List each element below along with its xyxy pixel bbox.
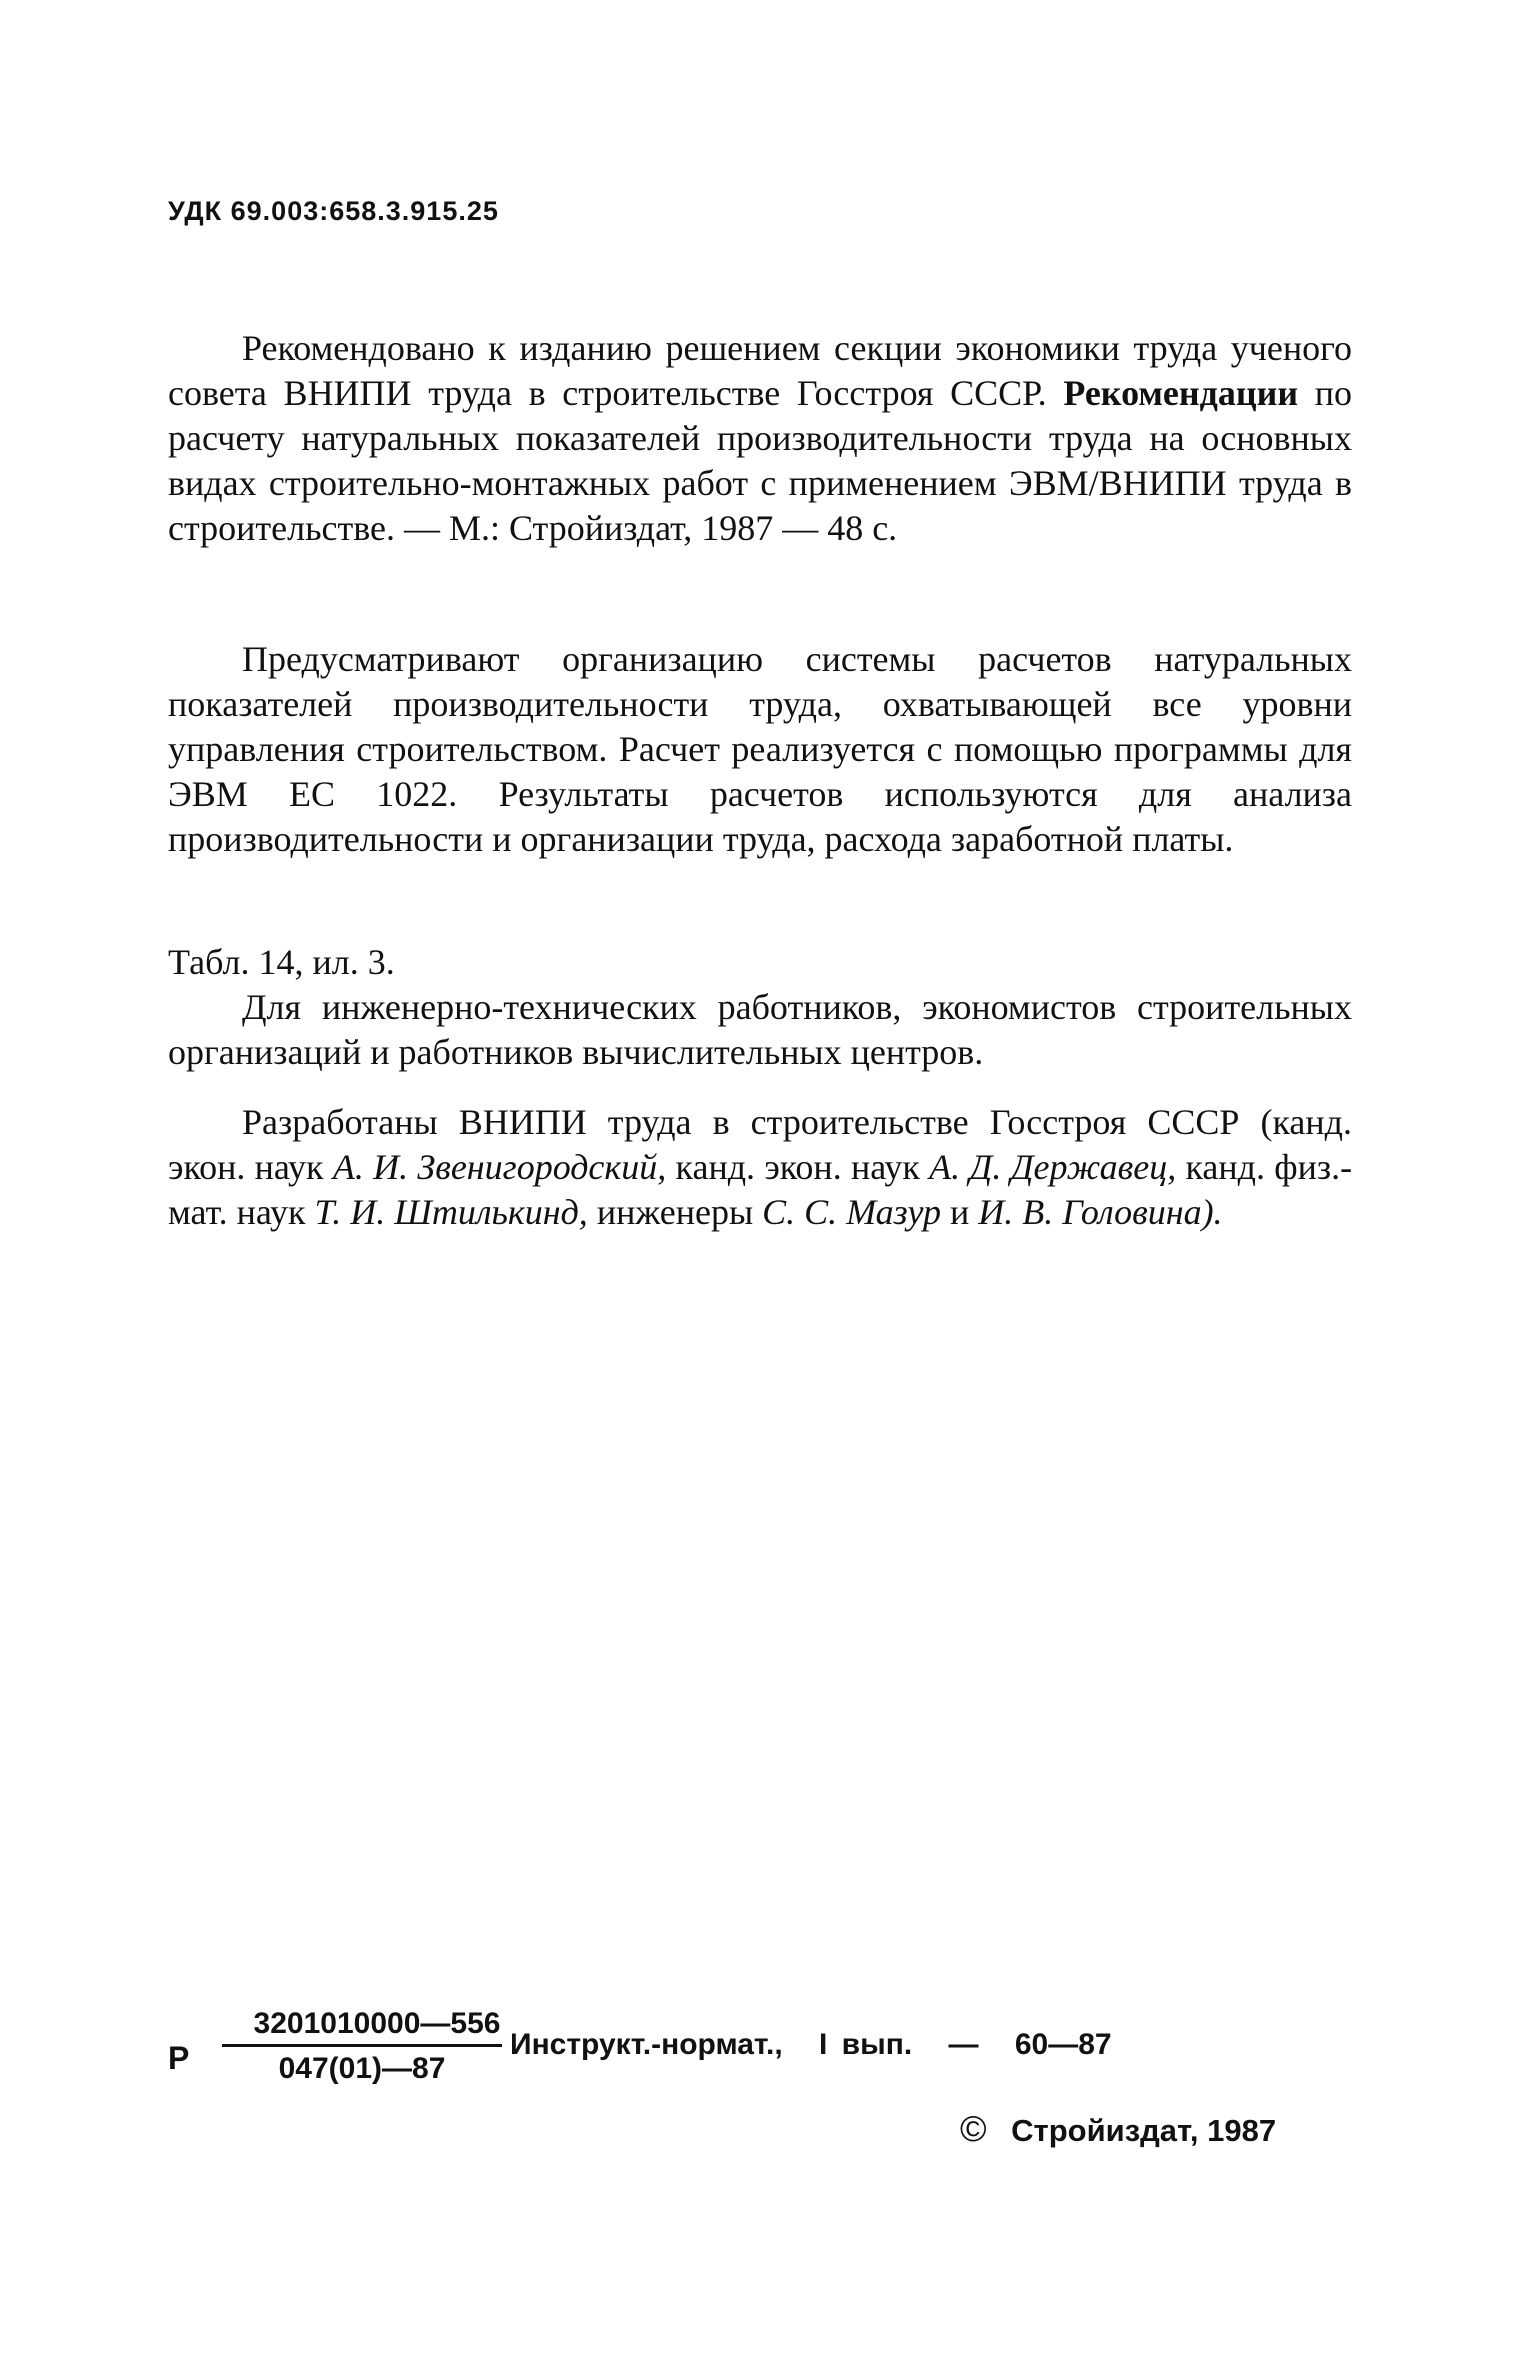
copyright-text: Стройиздат, 1987: [1011, 2113, 1277, 2148]
author-shtilkind: Т. И. Штилькинд,: [314, 1192, 588, 1232]
publication-title-bold: Рекомендации: [1063, 373, 1299, 413]
fraction-bar: [222, 2044, 502, 2047]
publication-year-pages: 1987 — 48 с.: [701, 508, 898, 548]
author-golovina: И. В. Головина).: [978, 1192, 1223, 1232]
recommendation-intro: Рекомендовано к изданию решением секции экономики труда ученого совета ВНИПИ труда в строительстве Госстроя СССР.: [168, 328, 1352, 413]
imprint-dash: —: [948, 2028, 979, 2061]
copyright-line: [960, 2108, 1276, 2150]
authors-conj: и: [949, 1192, 970, 1232]
publication-title-rest: по расчету натуральных показателей производительности труда на основных видах строительно-монтажных работ с применением ЭВМ/ВНИПИ труда в строительстве. — М.: Стройиздат,: [168, 373, 1352, 548]
imprint-letter: Р: [168, 2040, 190, 2076]
imprint-tail: [510, 2028, 1134, 2062]
authors-paragraph: [168, 1100, 1352, 1235]
imprint-numerator: 3201010000—556: [253, 2007, 501, 2040]
imprint-denominator: 047(01)—87: [278, 2052, 446, 2085]
udk-code: УДК 69.003:658.3.915.25: [168, 196, 499, 226]
author-zvenigorodsky: А. И. Звенигородский,: [332, 1147, 667, 1187]
imprint-plan: 60—87: [1014, 2028, 1112, 2061]
authors-degree-3: инженеры: [596, 1192, 754, 1232]
author-mazur: С. С. Мазур: [762, 1192, 941, 1232]
authors-degree-2: канд. физ.-мат. наук: [168, 1147, 1353, 1232]
imprint-category: Инструкт.-нормат.,: [510, 2028, 783, 2061]
imprint-issue: I вып.: [819, 2028, 913, 2061]
imprint-fraction: [222, 2006, 502, 2087]
authors-prefix: Разработаны ВНИПИ труда в строительстве Госстроя СССР (канд. экон. наук: [168, 1102, 1352, 1187]
abstract-paragraph: Предусматривают организацию системы расчетов натуральных показателей производительности труда, охватывающей все уровни управления строительством. Расчет реализуется с помощью программы для ЭВМ ЕС 1022. Результаты расчетов используются для анализа производительности и организации труда, расхода заработной платы.: [168, 639, 1352, 859]
tables-figures-count: Табл. 14, ил. 3.: [168, 942, 395, 982]
audience-paragraph: Для инженерно-технических работников, экономистов строительных организаций и работников вычислительных центров.: [168, 987, 1352, 1072]
author-derzhavets: А. Д. Державец,: [929, 1147, 1177, 1187]
copyright-icon: ©: [960, 2108, 987, 2149]
recommendation-paragraph: [168, 326, 1352, 551]
imprint-index: [168, 2006, 1368, 2096]
authors-degree-1: канд. экон. наук: [675, 1147, 920, 1187]
